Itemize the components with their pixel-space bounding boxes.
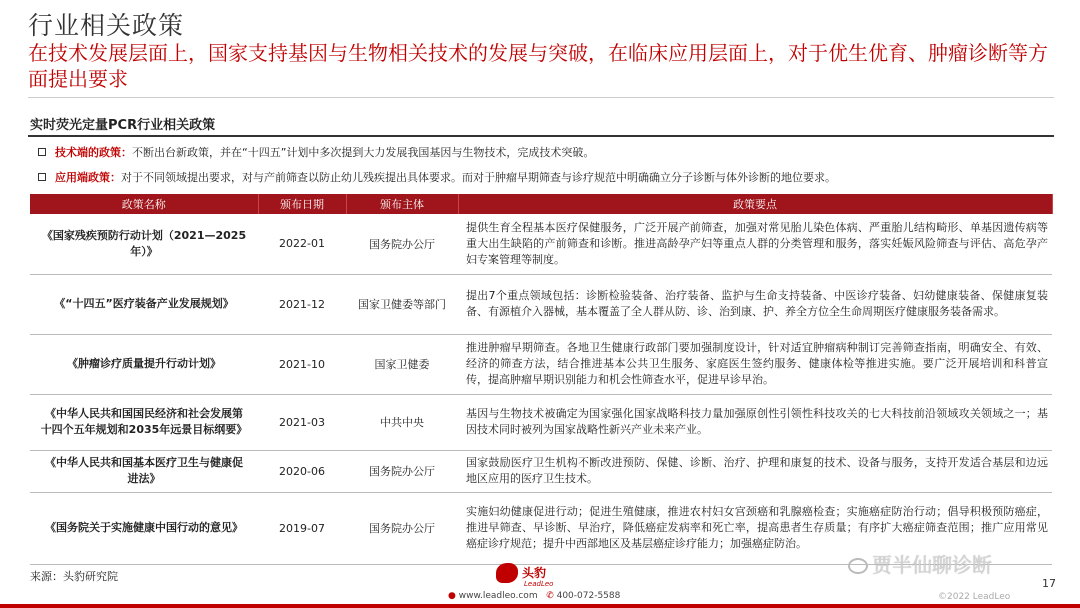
- footer-bar: [0, 604, 1080, 608]
- watermark-text: 贾半仙聊诊断: [872, 553, 992, 577]
- phone-number: 400-072-5588: [556, 591, 621, 601]
- policy-points: 提供生育全程基本医疗保健服务，广泛开展产前筛查，加强对常见胎儿染色体病、严重胎儿结构畸形、单基因遗传病等重大出生缺陷的产前筛查和诊断。推进高龄孕产妇等重点人群的分类管理和服务，落实妊娠风险筛查与评估、高危孕产妇专案管理等制度。: [458, 214, 1052, 274]
- policy-name: 《肿瘤诊疗质量提升行动计划》: [30, 334, 258, 394]
- leopard-icon: [496, 563, 518, 583]
- checkbox-square-icon: [38, 173, 46, 181]
- bullet-keyword: 应用端政策：: [55, 171, 121, 184]
- table-header-row: [30, 194, 1052, 214]
- table-row: [30, 214, 1052, 274]
- policy-date: 2021-10: [258, 334, 346, 394]
- table-row: [30, 274, 1052, 334]
- policy-points: 基因与生物技术被确定为国家强化国家战略科技力量加强原创性引领性科技攻关的七大科技前沿领域攻关领域之一；基因技术同时被列为国家战略性新兴产业未来产业。: [458, 394, 1052, 450]
- table-row: [30, 334, 1052, 394]
- leadleo-logo: [490, 563, 560, 593]
- section-divider: [28, 135, 1054, 137]
- policy-date: 2019-07: [258, 492, 346, 564]
- policy-name: 《中华人民共和国国民经济和社会发展第十四个五年规划和2035年远景目标纲要》: [30, 394, 258, 450]
- policy-issuer: 国务院办公厅: [346, 492, 458, 564]
- header-key-points: 政策要点: [458, 194, 1052, 214]
- bullet-text: 对于不同领域提出要求，对与产前筛查以防止幼儿残疾提出具体要求。而对于肿瘤早期筛查与诊疗规范中明确确立分子诊断与体外诊断的地位要求。: [121, 171, 836, 184]
- bullet-keyword: 技术端的政策：: [55, 146, 132, 159]
- policy-date: 2020-06: [258, 450, 346, 492]
- policy-date: 2022-01: [258, 214, 346, 274]
- page-number: 17: [1042, 577, 1056, 590]
- policy-points: 国家鼓励医疗卫生机构不断改进预防、保健、诊断、治疗、护理和康复的技术、设备与服务，支持开发适合基层和边远地区应用的医疗卫生技术。: [458, 450, 1052, 492]
- policy-name: 《国家残疾预防行动计划（2021—2025年）》: [30, 214, 258, 274]
- policy-issuer: 国家卫健委: [346, 334, 458, 394]
- policy-date: 2021-03: [258, 394, 346, 450]
- source-note: 来源：头豹研究院: [30, 570, 118, 583]
- bullet-tech-policy: [38, 144, 594, 160]
- header-divider: [28, 97, 1054, 98]
- logo-text: 头豹: [522, 566, 547, 580]
- policy-table: [30, 194, 1053, 565]
- page-subtitle: 在技术发展层面上，国家支持基因与生物相关技术的发展与突破，在临床应用层面上，对于优生优育、肿瘤诊断等方面提出要求: [28, 41, 1048, 91]
- policy-issuer: 国务院办公厅: [346, 214, 458, 274]
- policy-name: 《“十四五”医疗装备产业发展规划》: [30, 274, 258, 334]
- policy-name: 《国务院关于实施健康中国行动的意见》: [30, 492, 258, 564]
- policy-points: 实施妇幼健康促进行动；促进生殖健康，推进农村妇女宫颈癌和乳腺癌检查；实施癌症防治行动；倡导积极预防癌症，推进早筛查、早诊断、早治疗，降低癌症发病率和死亡率，提高患者生存质量；有序扩大癌症筛查范围；推广应用常见癌症诊疗规范；提升中西部地区及基层癌症诊疗能力；加强癌症防治。: [458, 492, 1052, 564]
- phone-icon: ✆: [546, 591, 554, 601]
- section-title: 实时荧光定量PCR行业相关政策: [30, 118, 216, 133]
- table-row: [30, 394, 1052, 450]
- header-policy-name: 政策名称: [30, 194, 258, 214]
- header-date: 颁布日期: [258, 194, 346, 214]
- wechat-icon: [848, 558, 868, 574]
- header-issuer: 颁布主体: [346, 194, 458, 214]
- policy-points: 推进肿瘤早期筛查。各地卫生健康行政部门要加强制度设计，针对适宜肿瘤病种制订完善筛查指南，明确安全、有效、经济的筛查方法，结合推进基本公共卫生服务、家庭医生签约服务、健康体检等推进实施。要广泛开展培训和科普宣传，提高肿瘤早期识别能力和机会性筛查水平，促进早诊早治。: [458, 334, 1052, 394]
- policy-issuer: 国家卫健委等部门: [346, 274, 458, 334]
- policy-name: 《中华人民共和国基本医疗卫生与健康促进法》: [30, 450, 258, 492]
- policy-issuer: 国务院办公厅: [346, 450, 458, 492]
- copyright: ©2022 LeadLeo: [938, 592, 1011, 602]
- bullet-text: 不断出台新政策，并在“十四五”计划中多次提到大力发展我国基因与生物技术，完成技术突破。: [132, 146, 595, 159]
- website-link[interactable]: www.leadleo.com: [458, 591, 538, 601]
- page-title: 行业相关政策: [28, 11, 185, 40]
- policy-points: 提出7个重点领域包括：诊断检验装备、治疗装备、监护与生命支持装备、中医诊疗装备、妇幼健康装备、保健康复装备、有源植介入器械，基本覆盖了全人群从防、诊、治到康、护、养全方位全生命周期医疗健康服务装备需求。: [458, 274, 1052, 334]
- footer-contact: [448, 591, 620, 601]
- web-icon: ●: [448, 591, 456, 601]
- bullet-application-policy: [38, 169, 836, 185]
- checkbox-square-icon: [38, 148, 46, 156]
- watermark: [848, 549, 992, 578]
- policy-date: 2021-12: [258, 274, 346, 334]
- table-row: [30, 450, 1052, 492]
- policy-issuer: 中共中央: [346, 394, 458, 450]
- logo-subtext: LeadLeo: [524, 580, 554, 588]
